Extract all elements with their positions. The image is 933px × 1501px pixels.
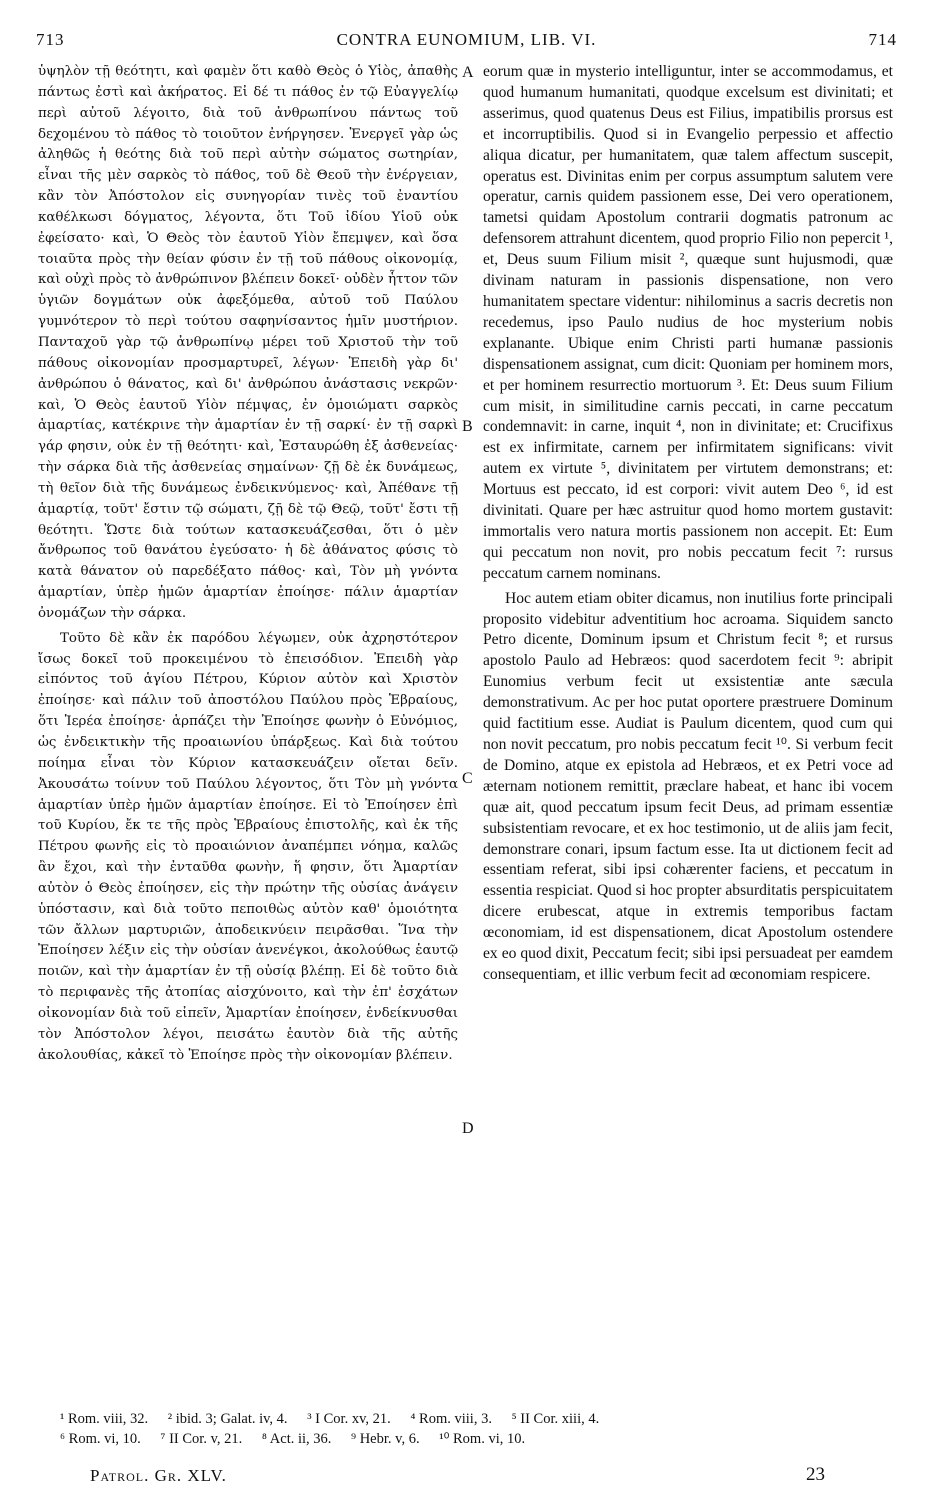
- margin-marker-c: C: [462, 770, 473, 787]
- footnotes: [60, 1409, 910, 1449]
- greek-paragraph-1: ὑψηλὸν τῇ θεότητι, καὶ φαμὲν ὅτι καθὸ Θεὸς ὁ Υἱὸς, ἀπαθὴς πάντως ἐστὶ καὶ ἀκήρατος. Εἰ δέ τι πάθος ἐν τῷ Εὐαγγελίῳ περὶ αὐτοῦ λέγοιτο, διὰ τοῦ ἀνθρωπίνου πάντως τοῦ δεχομένου τὸ πάθος τὸ τοιοῦτον ἐνήργησεν. Ἐνεργεῖ γὰρ ὡς ἀληθῶς ἡ θεότης διὰ τοῦ περὶ αὐτὴν σώματος σωτηρίαν, εἶναι τῆς μὲν σαρκὸς τὸ πάθος, τοῦ δὲ Θεοῦ τὴν ἐνέργειαν, κἂν τὸν Ἀπόστολον εἰς συνηγορίαν τινὲς τοῦ ἐναντίου καθέλκωσι δόγματος, λέγοντα, ὅτι Τοῦ ἰδίου Υἱοῦ οὐκ ἐφείσατο· καὶ, Ὁ Θεὸς τὸν ἑαυτοῦ Υἱὸν ἔπεμψεν, καὶ ὅσα τοιαῦτα πρὸς τὴν θείαν φύσιν ἐν τῇ τοῦ πάθους οἰκονομίᾳ, καὶ οὐχὶ πρὸς τὸ ἀνθρώπινον βλέπειν δοκεῖ· οὐδὲν ἧττον τῶν ὑγιῶν δογμάτων οὐκ ἀφεξόμεθα, αὐτοῦ τοῦ Παύλου γυμνότερον τὸ περὶ τούτου σαφηνίσαντος ἡμῖν μυστήριον. Πανταχοῦ γὰρ τῷ ἀνθρωπίνῳ μέρει τοῦ Χριστοῦ τὴν τοῦ πάθους οἰκονομίαν προσμαρτυρεῖ, λέγων· Ἐπειδὴ γὰρ δι' ἀνθρώπου ὁ θάνατος, καὶ δι' ἀνθρώπου ἀνάστασις νεκρῶν· καὶ, Ὁ Θεὸς ἑαυτοῦ Υἱὸν πέμψας, ἐν ὁμοιώματι σαρκὸς ἁμαρτίας, κατέκρινε τὴν ἁμαρτίαν ἐν τῇ σαρκί· ἐν τῇ σαρκὶ γάρ φησιν, οὐκ ἐν τῇ θεότητι· καὶ, Ἐσταυρώθη ἐξ ἀσθενείας· τὴν σάρκα διὰ τῆς ἀσθενείας σημαίνων· ζῇ δὲ ἐκ δυνάμεως, τὴ θεῖον διὰ τῆς δυνάμεως ἐνδεικνύμενος· καὶ, Ἀπέθανε τῇ ἁμαρτίᾳ, τοῦτ' ἔστιν τῷ σώματι, ζῇ δὲ τῷ Θεῷ, τοῦτ' ἔστι τῇ θεότητι. Ὥστε διὰ τούτων κατασκευάζεσθαι, ὅτι ὁ μὲν ἄνθρωπος τοῦ θανάτου ἐγεύσατο· ἡ δὲ ἀθάνατος φύσις τὸ κατὰ θάνατον οὐ παρεδέξατο πάθος· καὶ, Τὸν μὴ γνόντα ἁμαρτίαν, ὑπὲρ ἡμῶν ἁμαρτίαν ἐποίησε· πάλιν ἁμαρτίαν ὀνομάζων τὴν σάρκα.: [38, 64, 458, 621]
- footnote: ¹ Rom. viii, 32.: [60, 1411, 149, 1427]
- greek-paragraph-2: Τοῦτο δὲ κἂν ἐκ παρόδου λέγωμεν, οὐκ ἀχρηστότερον ἴσως δοκεῖ τοῦ προκειμένου τὸ ἐπεισόδιον. Ἐπειδὴ γὰρ εἰπόντος τοῦ ἁγίου Πέτρου, Κύριον αὐτὸν καὶ Χριστὸν ἐποίησε· καὶ πάλιν τοῦ ἀποστόλου Παύλου πρὸς Ἑβραίους, ὅτι Ἱερέα ἐποίησε· ἁρπάζει τὴν Ἐποίησε φωνὴν ὁ Εὐνόμιος, ὡς ἐνδεικτικὴν τῆς προαιωνίου ὑπάρξεως. Καὶ διὰ τούτου ποίημα εἶναι τὸν Κύριον κατασκευάζειν οἴεται δεῖν. Ἀκουσάτω τοίνυν τοῦ Παύλου λέγοντος, ὅτι Τὸν μὴ γνόντα ἁμαρτίαν ὑπὲρ ἡμῶν ἁμαρτίαν ἐποίησε. Εἰ τὸ Ἐποίησεν ἐπὶ τοῦ Κυρίου, ἔκ τε τῆς πρὸς Ἑβραίους ἐπιστολῆς, καὶ ἐκ τῆς Πέτρου φωνῆς εἰς τὸ προαιώνιον ἀναπέμπει νόημα, καλῶς ἂν ἔχοι, καὶ τὴν ἐνταῦθα φωνὴν, ἥ φησιν, ὅτι Ἁμαρτίαν αὐτὸν ὁ Θεὸς ἐποίησεν, εἰς τὴν πρώτην τῆς οὐσίας ἀνάγειν ὑπόστασιν, καὶ διὰ τοῦτο πεποιθὼς αὐτὸν καθ' ὁμοιότητα τῶν ἄλλων μαρτυριῶν, ἀποδεικνύειν πειρᾶσθαι. Ἵνα τὴν Ἐποίησεν λέξιν εἰς τὴν οὐσίαν ἀνενέγκοι, ἀκολούθως ἑαυτῷ ποιῶν, καὶ τὴν ἁμαρτίαν ἐν τῇ οὐσίᾳ βλέπῃ. Εἰ δὲ τοῦτο διὰ τὸ περιφανὲς τῆς ἀτοπίας αἰσχύνοιτο, καὶ τὴν ἐπ' ἐσχάτων οἰκονομίαν διὰ τοῦ εἰπεῖν, Ἁμαρτίαν ἐποίησεν, ἐνδείκνυσθαι τὸν Ἀπόστολον λέγοι, πεισάτω ἑαυτὸν διὰ τῆς αὐτῆς ἀκολουθίας, κἀκεῖ τὸ Ἐποίησε πρὸς τὴν οἰκονομίαν βλέπειν.: [38, 630, 458, 1063]
- footnote: ² ibid. 3; Galat. iv, 4.: [167, 1411, 288, 1427]
- running-title: CONTRA EUNOMIUM, LIB. VI.: [336, 30, 597, 49]
- latin-column: [483, 62, 893, 986]
- footnote: ⁴ Rom. viii, 3.: [410, 1411, 492, 1427]
- margin-marker-b: B: [462, 418, 473, 435]
- greek-column: [38, 62, 458, 1067]
- footnote: ⁷ II Cor. v, 21.: [160, 1431, 243, 1447]
- footnote: ¹⁰ Rom. vi, 10.: [439, 1431, 526, 1447]
- footnote: ⁹ Hebr. v, 6.: [351, 1431, 420, 1447]
- footnote: ⁵ II Cor. xiii, 4.: [511, 1411, 600, 1427]
- footnote: ⁶ Rom. vi, 10.: [60, 1431, 141, 1447]
- latin-paragraph-2: Hoc autem etiam obiter dicamus, non inutilius forte principali proposito videbitur adventitium hoc acroama. Siquidem sancto Petro dicente, Dominum ipsum et Christum fecit ⁸; et rursus apostolo Paulo ad Hebræos: quod sacerdotem fecit ⁹: abripit Eunomius verbum fecit ut exsistentiæ ante sæcula demonstrativum. Ac per hoc putat oportere præstruere Dominum quid factitium esse. Audiat is Paulum dicentem, quod cum qui non novit peccatum, pro nobis peccatum fecit ¹⁰. Si verbum fecit de Domino, atque ex epistola ad Hebræos, et ex Petri voce ad æternam notionem remittit, præclare habeat, et hanc ibi vocem quæ ait, quod peccatum ipsum fecit Deus, ad primam essentiæ subsistentiam revocare, et ex hoc testimonio, ut de aliis jam fecit, demonstrare conari, ipsum factum esse. Ita ut dictionem fecit ad essentiam referat, sibi ipsi cohærenter faciens, et peccatum in essentia respiciat. Quod si hoc propter absurditatis perspicuitatem dicere erubescat, atque in extremis temporibus factam œconomiam, id est dispensationem, dicat Apostolum ostendere ex eo quod dixit, Peccatum fecit; sibi ipsi persuadeat per eamdem consequentiam, et illic verbum fecit ad œconomiam respicere.: [483, 589, 893, 983]
- right-page-number: 714: [868, 30, 897, 49]
- running-header: [36, 30, 897, 60]
- margin-marker-d: D: [462, 1120, 474, 1137]
- footnote: ⁸ Act. ii, 36.: [261, 1431, 332, 1447]
- left-page-number: 713: [36, 30, 65, 49]
- footnote: ³ I Cor. xv, 21.: [307, 1411, 391, 1427]
- latin-paragraph-1: eorum quæ in mysterio intelliguntur, inter se accommodamus, et quod humanum humanitati, quodque excelsum est divinitati; et asserimus, quod quatenus Deus est Filius, impatibilis prorsus est et incorruptibilis. Quod si in Evangelio perpessio et affectio aliqua dicatur, per humanitatem, quæ talem affectum suscepit, operatus est. Divinitas enim per corpus assumptum salutem vere operatur, carnis quidem passionem esse, Dei vero operationem, tametsi quidam Apostolum contrarii dogmatis patronum ac defensorem attrahunt dicentem, quod proprio Filio non pepercit ¹, et, Deus suum Filium misit ², quæque sunt hujusmodi, quæ divinam naturam in passionis dispensatione, non vero humanitatem spectare videntur: nihilominus a sacris decretis non recedemus, ipso Paulo nudius de hoc mysterium nobis explanante. Ubique enim Christi parti humanæ passionis dispensationem assignat, cum dicit: Quoniam per hominem mors, et per hominem resurrectio mortuorum ³. Et: Deus suum Filium cum misit, in similitudine carnis peccati, in carne peccatum condemnavit: in carne, inquit ⁴, non in divinitate; et: Crucifixus est ex infirmitate, carnem per infirmitatem significans: vivit autem ex virtute ⁵, divinitatem per virtutem demonstrans; et: Mortuus est peccato, id est corpori: vivit autem Deo ⁶, id est divinitati. Quare per hæc astruitur quod homo mortem gustavit: immortalis vero natura mortis passionem non accepit. Et: Eum qui peccatum non novit, pro nobis peccatum fecit ⁷: rursus peccatum carnem nominans.: [483, 63, 893, 582]
- series-signature: Patrol. Gr. XLV.: [90, 1466, 227, 1485]
- sheet-number: 23: [806, 1464, 825, 1485]
- margin-marker-a: A: [462, 64, 474, 81]
